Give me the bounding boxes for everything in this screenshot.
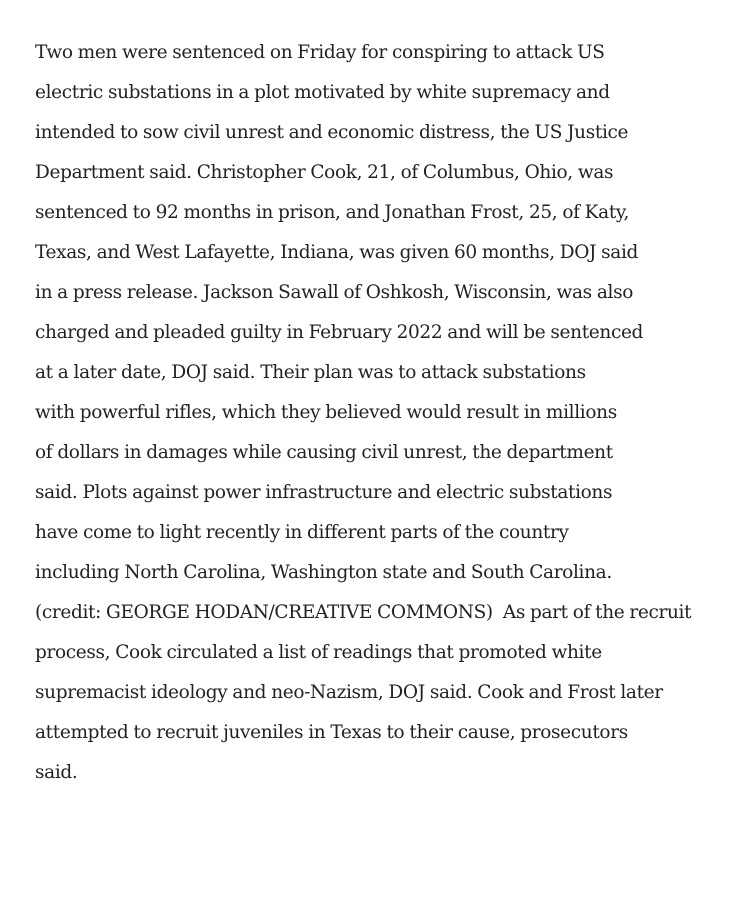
article-line: Department said. Christopher Cook, 21, of Columbus, Ohio, was: [35, 162, 614, 183]
article-line: including North Carolina, Washington state and South Carolina.: [35, 562, 612, 583]
article-line: said.: [35, 762, 78, 783]
article-line: charged and pleaded guilty in February 2022 and will be sentenced: [35, 322, 644, 343]
article-line: intended to sow civil unrest and economic distress, the US Justice: [35, 122, 629, 143]
article-line: said. Plots against power infrastructure and electric substations: [35, 482, 613, 503]
article-line: in a press release. Jackson Sawall of Oshkosh, Wisconsin, was also: [35, 282, 634, 303]
article-line: attempted to recruit juveniles in Texas to their cause, prosecutors: [35, 722, 628, 743]
article-line: have come to light recently in different parts of the country: [35, 522, 569, 543]
article-line: supremacist ideology and neo-Nazism, DOJ said. Cook and Frost later: [35, 682, 663, 703]
article-line: Two men were sentenced on Friday for conspiring to attack US: [35, 42, 605, 63]
article-line: electric substations in a plot motivated by white supremacy and: [35, 82, 610, 103]
article-line: sentenced to 92 months in prison, and Jonathan Frost, 25, of Katy,: [35, 202, 630, 223]
article-line: with powerful rifles, which they believed would result in millions: [35, 402, 617, 423]
article-line: at a later date, DOJ said. Their plan was to attack substations: [35, 362, 586, 383]
article-line: of dollars in damages while causing civil unrest, the department: [35, 442, 613, 463]
article-body: [35, 33, 755, 793]
article-line: Texas, and West Lafayette, Indiana, was given 60 months, DOJ said: [35, 242, 639, 263]
article-line: process, Cook circulated a list of readings that promoted white: [35, 642, 602, 663]
image-credit-line: (credit: GEORGE HODAN/CREATIVE COMMONS) As part of the recruit: [35, 602, 692, 623]
